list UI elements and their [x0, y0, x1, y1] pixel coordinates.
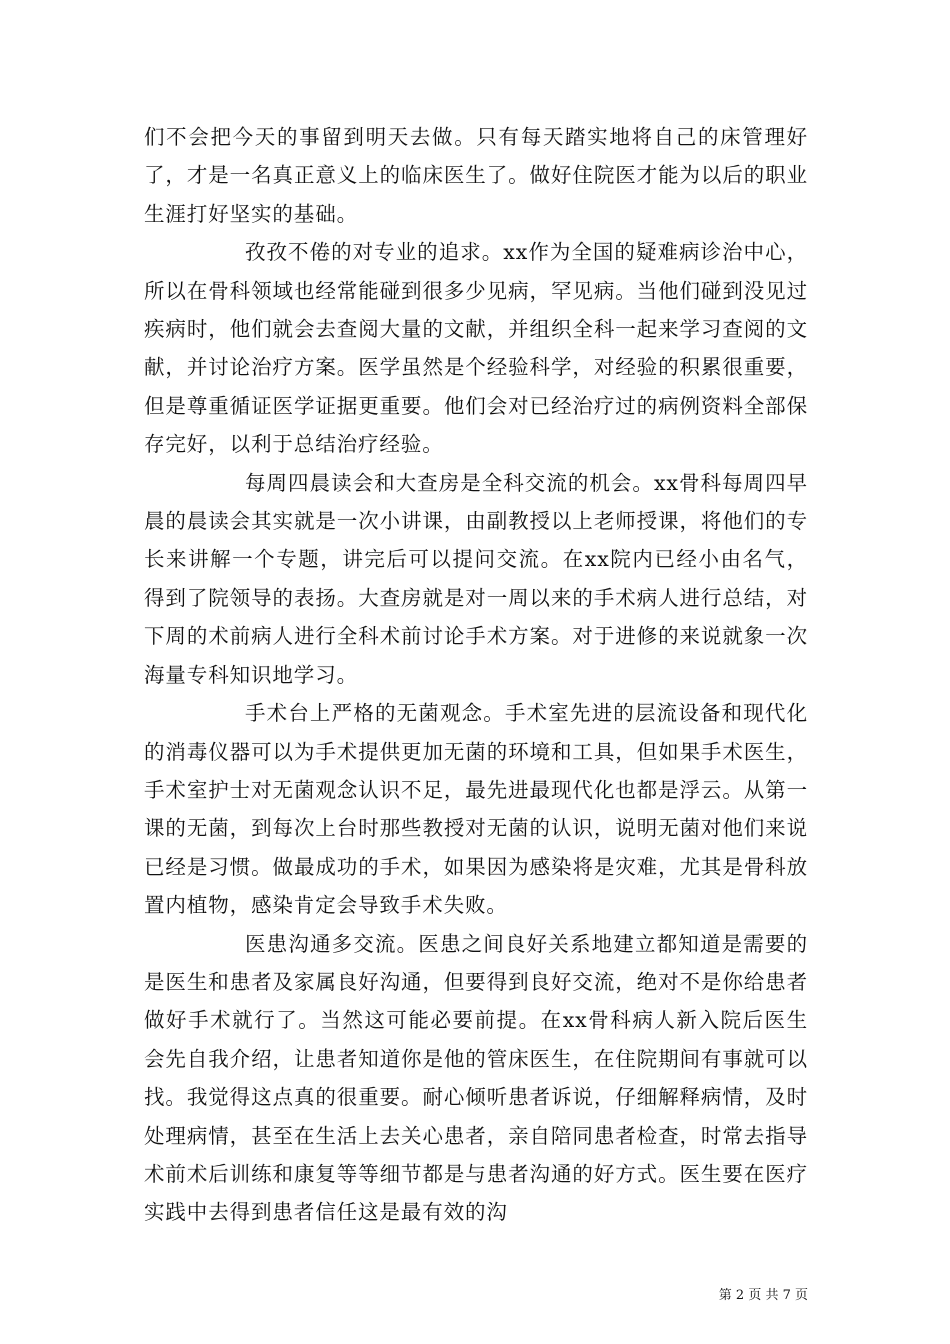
page-number-footer: 第 2 页 共 7 页: [718, 1288, 808, 1303]
paragraph-aseptic-concept: 手术台上严格的无菌观念。手术室先进的层流设备和现代化的消毒仪器可以为手术提供更加无菌的环境和工具，但如果手术医生，手术室护士对无菌观念认识不足，最先进最现代化也都是浮云。从第一课的无菌，到每次上台时那些教授对无菌的认识，说明无菌对他们来说已经是习惯。做最成功的手术，如果因为感染将是灾难，尤其是骨科放置内植物，感染肯定会导致手术失败。: [144, 701, 808, 918]
paragraph-morning-reading: 每周四晨读会和大查房是全科交流的机会。xx骨科每周四早晨的晨读会其实就是一次小讲课，由副教授以上老师授课，将他们的专长来讲解一个专题，讲完后可以提问交流。在xx院内已经小由名气，得到了院领导的表扬。大查房就是对一周以来的手术病人进行总结，对下周的术前病人进行全科术前讨论手术方案。对于进修的来说就象一次海量专科知识地学习。: [144, 470, 808, 687]
body-text: [144, 118, 808, 1232]
paragraph-doctor-patient-communication: 医患沟通多交流。医患之间良好关系地建立都知道是需要的是医生和患者及家属良好沟通，但要得到良好交流，绝对不是你给患者做好手术就行了。当然这可能必要前提。在xx骨科病人新入院后医生会先自我介绍，让患者知道你是他的管床医生，在住院期间有事就可以找。我觉得这点真的很重要。耐心倾听患者诉说，仔细解释病情，及时处理病情，甚至在生活上去关心患者，亲自陪同患者检查，时常去指导术前术后训练和康复等等细节都是与患者沟通的好方式。医生要在医疗实践中去得到患者信任这是最有效的沟: [144, 931, 808, 1225]
paragraph-continuation: 们不会把今天的事留到明天去做。只有每天踏实地将自己的床管理好了，才是一名真正意义上的临床医生了。做好住院医才能为以后的职业生涯打好坚实的基础。: [144, 125, 808, 226]
paragraph-professional-pursuit: 孜孜不倦的对专业的追求。xx作为全国的疑难病诊治中心，所以在骨科领域也经常能碰到很多少见病，罕见病。当他们碰到没见过疾病时，他们就会去查阅大量的文献，并组织全科一起来学习查阅的文献，并讨论治疗方案。医学虽然是个经验科学，对经验的积累很重要，但是尊重循证医学证据更重要。他们会对已经治疗过的病例资料全部保存完好，以利于总结治疗经验。: [144, 240, 808, 457]
